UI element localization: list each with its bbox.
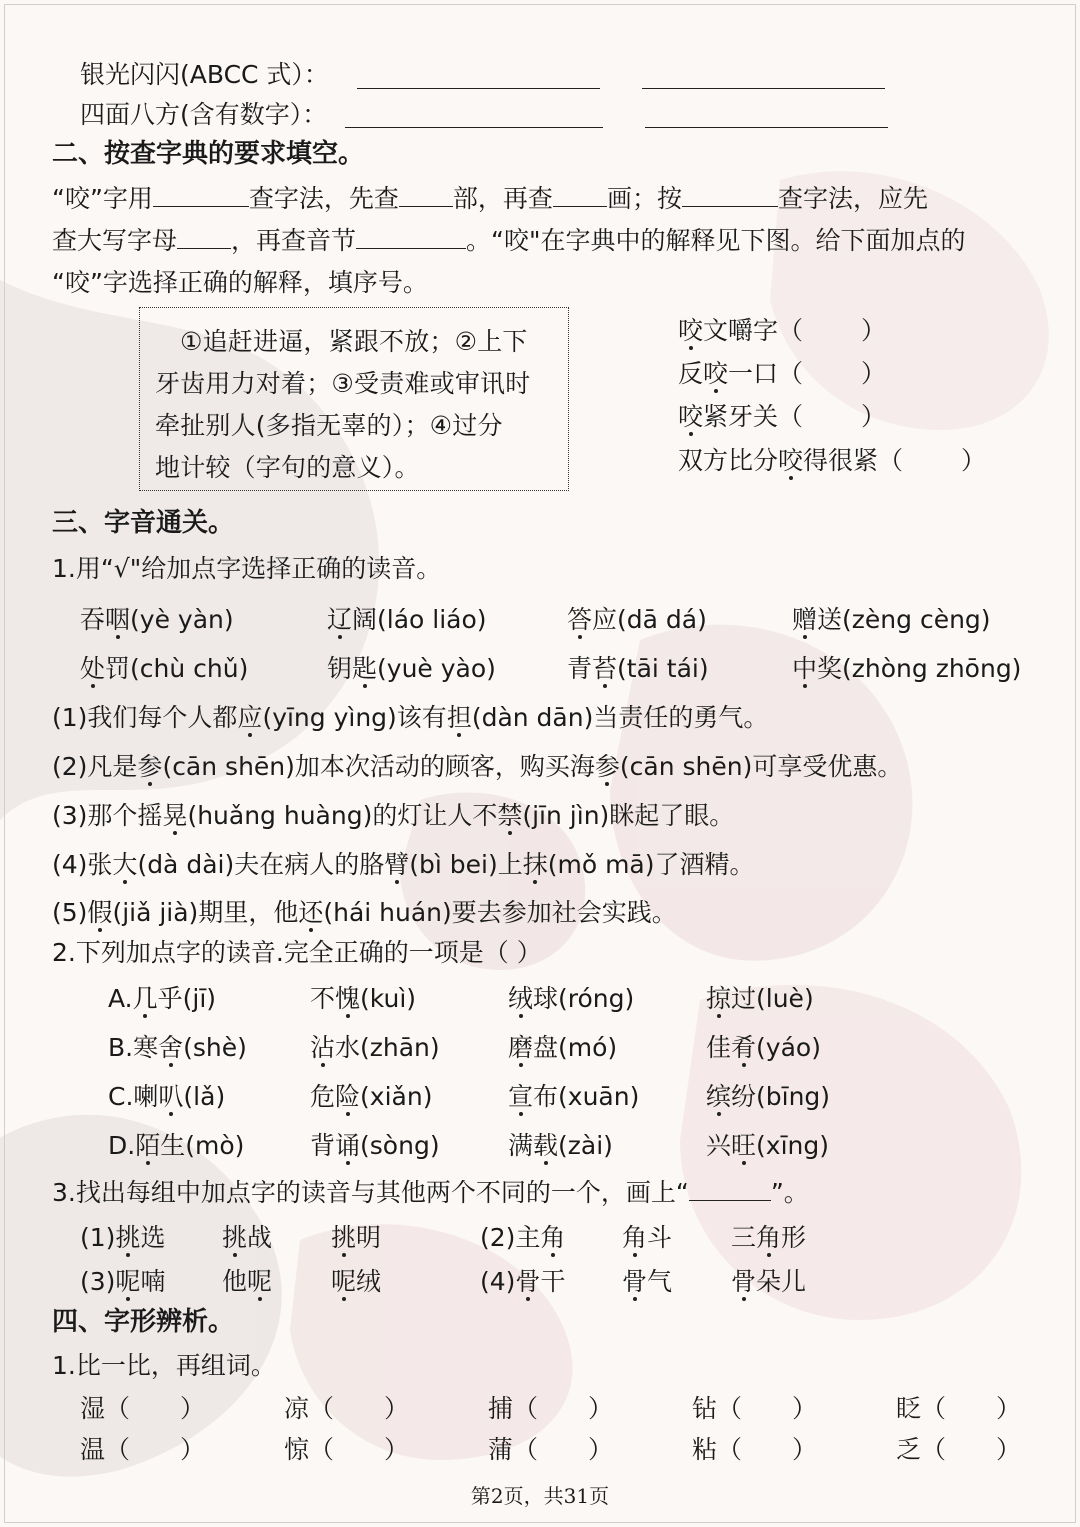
text: 绒 [356,1267,382,1296]
pinyin-word [567,607,707,632]
compare-item[interactable] [896,1437,1021,1462]
option-item [706,1084,830,1109]
text: 选 [140,1223,166,1252]
text: (dàn dān)当责任的勇气。 [471,703,769,732]
answer-blank[interactable] [642,88,885,89]
dotted-char: 缤 [706,1082,732,1111]
dotted-char: 绒 [508,984,534,1013]
text: 佳 [706,1033,732,1062]
sec3-question-1: 1.用“√"给加点字选择正确的读音。 [52,554,442,583]
option-item [310,1035,440,1060]
sentence-item [52,754,902,779]
text: 不 [310,984,336,1013]
dotted-char: 挑 [331,1223,357,1252]
phrase-item [678,361,886,386]
text: (3)那个摇 [52,801,163,830]
text: 应 [592,605,618,634]
pinyin-word [80,656,248,681]
section-4-heading: 四、字形辨析。 [52,1307,235,1337]
compare-item[interactable] [488,1437,613,1462]
pinyin-options[interactable]: (yè yàn) [130,605,234,634]
dotted-char: 陌 [135,1131,161,1160]
text: ） [996,1435,1022,1464]
text: 盘(mó) [533,1033,618,1062]
text: (hái huán)要去参加社会实践。 [323,898,677,927]
text: (5) [52,898,88,927]
text: (1)我们每个人都 [52,703,238,732]
text: A. [108,984,133,1013]
sentence-item [52,705,768,730]
dotted-char: 抹 [522,850,548,879]
dotted-char: 赠 [792,605,818,634]
sec4-question-1: 1.比一比，再组词。 [52,1351,276,1380]
text: (dà dài)夫在病人的胳 [137,850,385,879]
dotted-char: 角 [540,1223,566,1252]
dotted-char: 挑 [115,1223,141,1252]
dotted-char: 愧 [335,984,361,1013]
option-item[interactable] [108,1133,244,1158]
pinyin-options[interactable]: (tāi tái) [617,654,709,683]
option-item[interactable] [108,1035,247,1060]
dotted-char: 掠 [706,984,732,1013]
text: 湿（ [80,1394,131,1423]
text: 背 [310,1131,336,1160]
text: (4) [480,1267,516,1296]
group-item[interactable] [222,1269,272,1294]
dotted-char: 处 [80,654,106,683]
answer-blank[interactable] [153,186,249,207]
text: (yīng yìng)该有 [262,703,447,732]
text: 朵儿 [756,1267,807,1296]
text: (huǎng huàng)的灯让人不 [187,801,498,830]
dotted-char: 大 [112,850,138,879]
sentence-item [52,803,734,828]
text: 。“咬"在字典中的解释见下图。给下面加点的 [466,226,966,255]
text: 乏（ [896,1435,947,1464]
dotted-char: 呢 [247,1267,273,1296]
text: (2)凡是 [52,752,138,781]
text: ） [588,1435,614,1464]
definition-line: 地计较（字句的意义）。 [155,453,420,482]
dotted-char: 诵 [335,1131,361,1160]
dotted-char: 骨 [622,1267,648,1296]
dotted-char: 旺 [731,1131,757,1160]
group-item[interactable] [80,1269,165,1294]
option-item[interactable] [108,1084,225,1109]
option-item[interactable] [108,986,216,1011]
text: (bì bei)上 [409,850,523,879]
text: (jīn jìn)眯起了眼。 [522,801,735,830]
text: B.寒 [108,1033,159,1062]
definition-line: 牵扯别人(多指无辜的）；④过分 [155,411,503,440]
text: 形 [781,1223,807,1252]
text: 阔 [352,605,378,634]
dotted-char: 匙 [352,654,378,683]
sec2-paragraph-line-1 [52,186,928,211]
text: 明 [356,1223,382,1252]
answer-blank[interactable] [357,88,600,89]
pinyin-options[interactable]: (zhòng zhōng) [842,654,1022,683]
answer-blank[interactable] [399,186,453,207]
text: 文嚼字（ [703,316,804,345]
section-2-heading: 二、按查字典的要求填空。 [52,139,365,169]
text: 惊（ [284,1435,335,1464]
pinyin-options[interactable]: (yuè yào) [377,654,496,683]
dotted-char: 载 [533,1131,559,1160]
dotted-char: 晃 [162,801,188,830]
text: 3.找出每组中加点字的读音与其他两个不同的一个，画上“ [52,1178,689,1207]
option-item [706,986,814,1011]
option-item [706,1035,821,1060]
text: 查大写字母 [52,226,178,255]
dotted-char: 咬 [703,359,729,388]
text: 一口（ [728,359,804,388]
text: 气 [647,1267,673,1296]
text: 危 [310,1082,336,1111]
dotted-char: 咬 [678,316,704,345]
definition-line: ①追赶进逼，紧跟不放；②上下 [180,327,528,356]
dotted-char: 骨 [515,1267,541,1296]
text: (lǎ) [183,1082,226,1111]
text: D. [108,1131,136,1160]
dotted-char: 宣 [508,1082,534,1111]
text: (cān shēn)可享受优惠。 [619,752,903,781]
dotted-char: 参 [594,752,620,781]
text: 满 [508,1131,534,1160]
dotted-char: 参 [137,752,163,781]
text: (kuì) [360,984,417,1013]
text: 生(mò) [160,1131,245,1160]
sentence-item [52,852,755,877]
text: 查字法，应先 [777,184,928,213]
text: 他 [222,1267,248,1296]
dotted-char: 几 [132,984,158,1013]
text: ”。 [770,1178,809,1207]
text: ） [384,1435,410,1464]
dotted-char: 挑 [222,1223,248,1252]
text: ） [996,1394,1022,1423]
text: ） [861,359,887,388]
text: 眨（ [896,1394,947,1423]
option-item [508,1035,617,1060]
dotted-char: 磨 [508,1033,534,1062]
text: 奖 [817,654,843,683]
text: 兴 [706,1131,732,1160]
text: ） [792,1394,818,1423]
dotted-char: 禁 [497,801,523,830]
text: 双方比分 [678,446,779,475]
text: (yáo) [756,1033,821,1062]
text: 画；按 [606,184,682,213]
group-item[interactable] [480,1269,565,1294]
text: 部，再查 [452,184,553,213]
text: 乎(jī) [157,984,217,1013]
dotted-char: 舍 [158,1033,184,1062]
text: (2)主 [480,1223,541,1252]
sec3-question-2: 2.下列加点字的读音.完全正确的一项是（ ） [52,938,542,967]
text: (xiǎn) [360,1082,433,1111]
dotted-char: 呢 [115,1267,141,1296]
compare-item[interactable] [896,1396,1021,1421]
text: (mǒ mā)了酒精。 [547,850,755,879]
group-item[interactable] [222,1225,272,1250]
pinyin-word [327,607,487,632]
text: (1) [80,1223,116,1252]
phrase-item [678,448,986,473]
option-item [310,1084,432,1109]
option-item [310,986,416,1011]
pinyin-options[interactable]: (zèng cèng) [842,605,991,634]
dotted-char: 答 [567,605,593,634]
text: ） [588,1394,614,1423]
answer-blank[interactable] [177,228,231,249]
text: (jiǎ jià)期里，他 [112,898,299,927]
text: 吞 [80,605,106,634]
text: 得很紧（ [803,446,904,475]
dotted-char: 呢 [331,1267,357,1296]
text: (zài) [558,1131,613,1160]
idiom-row-2-label: 四面八方(含有数字）： [80,100,328,129]
text: 过(luè) [731,984,814,1013]
text: ） [180,1394,206,1423]
dotted-char: 臂 [384,850,410,879]
answer-blank[interactable] [645,127,888,128]
dotted-char: 沾 [310,1033,336,1062]
pinyin-word [80,607,234,632]
text: ，再查音节 [231,226,357,255]
compare-item[interactable] [80,1396,205,1421]
text: C.喇 [108,1082,159,1111]
text: 反 [678,359,704,388]
compare-item[interactable] [80,1437,205,1462]
group-item[interactable] [622,1269,672,1294]
text: 纷(bīng) [731,1082,831,1111]
sentence-item [52,900,677,925]
answer-blank[interactable] [553,186,607,207]
text: ） [792,1435,818,1464]
option-item [508,1084,639,1109]
dotted-char: 苔 [592,654,618,683]
phrase-item [678,404,886,429]
text: 紧牙关（ [703,402,804,431]
dotted-char: 咬 [778,446,804,475]
text: 球(róng) [533,984,635,1013]
dotted-char: 应 [237,703,263,732]
section-3-heading: 三、字音通关。 [52,508,235,538]
pinyin-word [567,656,709,681]
dotted-char: 假 [87,898,113,927]
text: 查字法，先查 [248,184,399,213]
text: (sòng) [360,1131,440,1160]
text: 水(zhān) [335,1033,440,1062]
answer-blank[interactable] [689,1180,771,1201]
text: (shè) [183,1033,247,1062]
pinyin-word [792,607,991,632]
text: 战 [247,1223,273,1252]
pinyin-word [792,656,1021,681]
text: (4)张 [52,850,113,879]
pinyin-options[interactable]: (chù chǔ) [130,654,249,683]
group-item[interactable] [622,1225,672,1250]
dotted-char: 还 [298,898,324,927]
dotted-char: 叭 [158,1082,184,1111]
dotted-char: 角 [622,1223,648,1252]
dotted-char: 骨 [731,1267,757,1296]
text: 喃 [140,1267,166,1296]
text: (xīng) [756,1131,829,1160]
sec2-paragraph-line-3: “咬”字选择正确的解释，填序号。 [52,268,428,297]
dotted-char: 辽 [327,605,353,634]
text: ） [861,316,887,345]
definition-line: 牙齿用力对着；③受责难或审讯时 [155,369,531,398]
option-item [310,1133,440,1158]
group-item[interactable] [731,1269,806,1294]
option-item [706,1133,829,1158]
text: ） [384,1394,410,1423]
answer-blank[interactable] [682,186,778,207]
text: ） [180,1435,206,1464]
option-item [508,986,634,1011]
text: 凉（ [284,1394,335,1423]
dotted-char: 咽 [105,605,131,634]
dotted-char: 险 [335,1082,361,1111]
text: 钥 [327,654,353,683]
option-item [508,1133,613,1158]
text: 斗 [647,1223,673,1252]
text: 送 [817,605,843,634]
group-item[interactable] [80,1225,165,1250]
text: (3) [80,1267,116,1296]
compare-item[interactable] [488,1396,613,1421]
sec3-question-3 [52,1180,809,1205]
definition-box [139,307,569,491]
pinyin-word [327,656,496,681]
compare-item[interactable] [692,1437,817,1462]
text: 蒲（ [488,1435,539,1464]
text: 青 [567,654,593,683]
text: ） [961,446,987,475]
answer-blank[interactable] [356,228,466,249]
text: “咬”字用 [52,184,153,213]
answer-blank[interactable] [345,127,603,128]
compare-item[interactable] [692,1396,817,1421]
group-item[interactable] [331,1225,381,1250]
text: 捕（ [488,1394,539,1423]
dotted-char: 咬 [678,402,704,431]
compare-item[interactable] [284,1437,409,1462]
group-item[interactable] [331,1269,381,1294]
dotted-char: 担 [446,703,472,732]
dotted-char: 中 [792,654,818,683]
pinyin-options[interactable]: (dā dá) [617,605,707,634]
group-item[interactable] [480,1225,565,1250]
text: 罚 [105,654,131,683]
sec2-paragraph-line-2 [52,228,965,253]
group-item[interactable] [731,1225,806,1250]
dotted-char: 角 [756,1223,782,1252]
compare-item[interactable] [284,1396,409,1421]
text: 粘（ [692,1435,743,1464]
text: 钻（ [692,1394,743,1423]
text: 布(xuān) [533,1082,640,1111]
phrase-item [678,318,886,343]
text: 干 [540,1267,566,1296]
page-footer: 第2页，共31页 [470,1484,610,1508]
text: (cān shēn)加本次活动的顾客，购买海 [162,752,595,781]
text: 三 [731,1223,757,1252]
idiom-row-1-label: 银光闪闪(ABCC 式）： [80,60,329,89]
pinyin-options[interactable]: (láo liáo) [377,605,487,634]
text: ） [861,402,887,431]
text: 温（ [80,1435,131,1464]
dotted-char: 肴 [731,1033,757,1062]
